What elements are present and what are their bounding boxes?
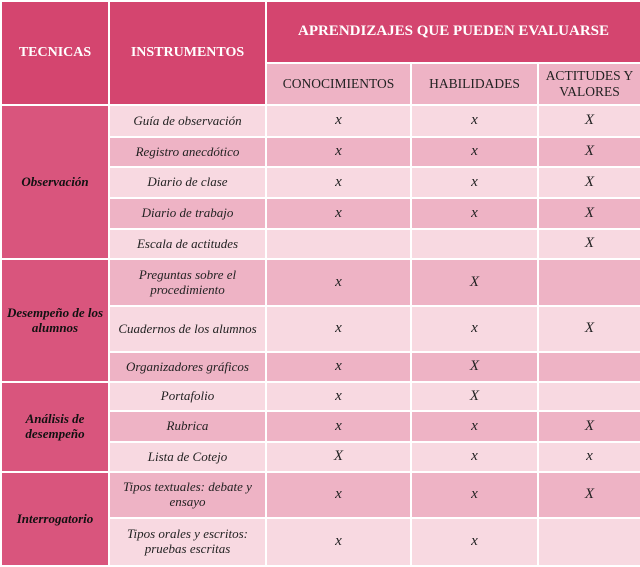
instrumento-cell: Portafolio bbox=[109, 382, 266, 411]
mark-cell-a: X bbox=[538, 306, 640, 352]
mark-cell-c: x bbox=[266, 259, 411, 306]
instrumento-cell: Escala de actitudes bbox=[109, 229, 266, 259]
instrumento-cell: Tipos orales y escritos: pruebas escritas bbox=[109, 518, 266, 566]
tecnica-cell: Interrogatorio bbox=[1, 472, 109, 566]
mark-cell-a: X bbox=[538, 137, 640, 167]
mark-cell-h: x bbox=[411, 411, 538, 442]
header-instrumentos: INSTRUMENTOS bbox=[109, 1, 266, 105]
mark-cell-a: x bbox=[538, 442, 640, 472]
instrumento-cell: Rubrica bbox=[109, 411, 266, 442]
header-conocimientos: CONOCIMIENTOS bbox=[266, 63, 411, 105]
mark-cell-h: x bbox=[411, 137, 538, 167]
mark-cell-h: X bbox=[411, 352, 538, 382]
instrumento-cell: Cuadernos de los alumnos bbox=[109, 306, 266, 352]
mark-cell-h: x bbox=[411, 306, 538, 352]
mark-cell-c: x bbox=[266, 137, 411, 167]
instrumento-cell: Guía de observación bbox=[109, 105, 266, 137]
table-row bbox=[1, 105, 640, 137]
mark-cell-c: x bbox=[266, 411, 411, 442]
instrumento-cell: Organizadores gráficos bbox=[109, 352, 266, 382]
instrumento-cell: Registro anecdótico bbox=[109, 137, 266, 167]
instrumento-cell: Preguntas sobre el procedimiento bbox=[109, 259, 266, 306]
mark-cell-c: X bbox=[266, 442, 411, 472]
mark-cell-h: x bbox=[411, 198, 538, 229]
mark-cell-c: x bbox=[266, 306, 411, 352]
mark-cell-c: x bbox=[266, 472, 411, 518]
mark-cell-h: x bbox=[411, 105, 538, 137]
mark-cell-h: x bbox=[411, 167, 538, 198]
table-row bbox=[1, 382, 640, 411]
instrumento-cell: Diario de clase bbox=[109, 167, 266, 198]
mark-cell-a bbox=[538, 352, 640, 382]
mark-cell-a: X bbox=[538, 198, 640, 229]
mark-cell-a: X bbox=[538, 472, 640, 518]
header-tecnicas: TECNICAS bbox=[1, 1, 109, 105]
table-row bbox=[1, 259, 640, 306]
tecnica-cell: Desempeño de los alumnos bbox=[1, 259, 109, 382]
mark-cell-c bbox=[266, 229, 411, 259]
mark-cell-a bbox=[538, 518, 640, 566]
mark-cell-h: X bbox=[411, 382, 538, 411]
mark-cell-h: X bbox=[411, 259, 538, 306]
mark-cell-a: X bbox=[538, 229, 640, 259]
mark-cell-c: x bbox=[266, 105, 411, 137]
mark-cell-h: x bbox=[411, 472, 538, 518]
mark-cell-a: X bbox=[538, 167, 640, 198]
mark-cell-a bbox=[538, 259, 640, 306]
mark-cell-c: x bbox=[266, 352, 411, 382]
table-row bbox=[1, 472, 640, 518]
mark-cell-h bbox=[411, 229, 538, 259]
mark-cell-c: x bbox=[266, 382, 411, 411]
tecnica-cell: Observación bbox=[1, 105, 109, 259]
mark-cell-a: X bbox=[538, 411, 640, 442]
mark-cell-a bbox=[538, 382, 640, 411]
mark-cell-c: x bbox=[266, 198, 411, 229]
mark-cell-h: x bbox=[411, 442, 538, 472]
instrumento-cell: Diario de trabajo bbox=[109, 198, 266, 229]
header-aprendizajes: APRENDIZAJES QUE PUEDEN EVALUARSE bbox=[266, 1, 640, 63]
instrumento-cell: Lista de Cotejo bbox=[109, 442, 266, 472]
mark-cell-a: X bbox=[538, 105, 640, 137]
mark-cell-h: x bbox=[411, 518, 538, 566]
mark-cell-c: x bbox=[266, 167, 411, 198]
header-habilidades: HABILIDADES bbox=[411, 63, 538, 105]
instrumento-cell: Tipos textuales: debate y ensayo bbox=[109, 472, 266, 518]
tecnica-cell: Análisis de desempeño bbox=[1, 382, 109, 472]
mark-cell-c: x bbox=[266, 518, 411, 566]
header-actitudes: ACTITUDES Y VALORES bbox=[538, 63, 640, 105]
